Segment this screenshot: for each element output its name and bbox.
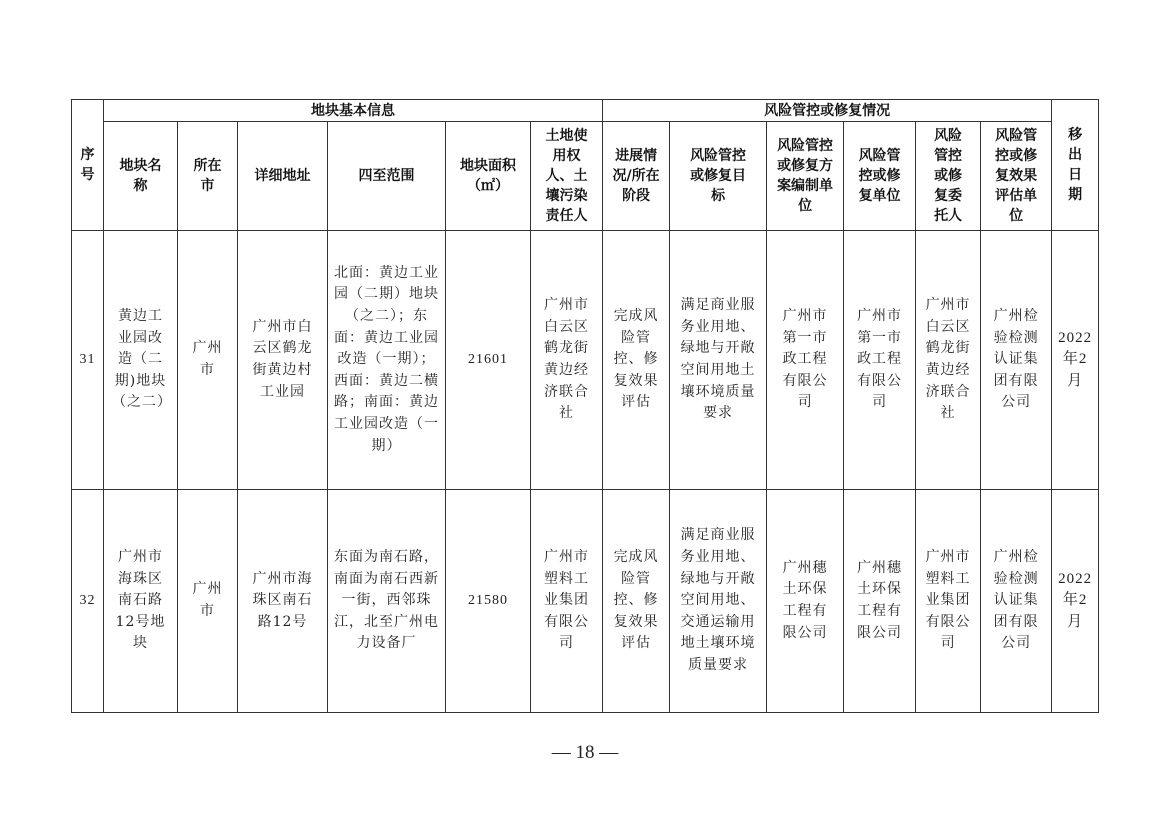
cell-city: 广州市 xyxy=(178,231,238,490)
cell-seq: 31 xyxy=(72,231,104,490)
cell-client: 广州市白云区鹤龙街黄边经济联合社 xyxy=(916,231,981,490)
cell-eval-unit: 广州检验检测认证集团有限公司 xyxy=(981,490,1052,713)
cell-removal-date: 2022年2月 xyxy=(1052,231,1099,490)
table-row xyxy=(72,231,1099,490)
cell-removal-date: 2022年2月 xyxy=(1052,490,1099,713)
cell-eval-unit: 广州检验检测认证集团有限公司 xyxy=(981,231,1052,490)
header-client: 风险管控或修复委托人 xyxy=(916,122,981,231)
cell-exec-unit: 广州穗土环保工程有限公司 xyxy=(844,490,916,713)
cell-area: 21580 xyxy=(446,490,531,713)
header-exec-unit: 风险管控或修复单位 xyxy=(844,122,916,231)
cell-target: 满足商业服务业用地、绿地与开敞空间用地、交通运输用地土壤环境质量要求 xyxy=(670,490,767,713)
header-plot-name: 地块名称 xyxy=(104,122,178,231)
cell-target: 满足商业服务业用地、绿地与开敞空间用地土壤环境质量要求 xyxy=(670,231,767,490)
cell-plot-name: 黄边工业园改造（二期)地块（之二） xyxy=(104,231,178,490)
cell-boundaries: 东面为南石路，南面为南石西新一街，西邻珠江，北至广州电力设备厂 xyxy=(328,490,446,713)
header-address: 详细地址 xyxy=(238,122,328,231)
cell-area: 21601 xyxy=(446,231,531,490)
cell-land-user: 广州市塑料工业集团有限公司 xyxy=(531,490,603,713)
cell-address: 广州市白云区鹤龙街黄边村工业园 xyxy=(238,231,328,490)
group-header-risk-control: 风险管控或修复情况 xyxy=(603,100,1052,122)
cell-land-user: 广州市白云区鹤龙街黄边经济联合社 xyxy=(531,231,603,490)
cell-exec-unit: 广州市第一市政工程有限公司 xyxy=(844,231,916,490)
cell-boundaries: 北面：黄边工业园（二期）地块（之二）；东面：黄边工业园改造（一期）； 西面：黄边二横路；南面：黄边工业园改造（一期） xyxy=(328,231,446,490)
header-target: 风险管控或修复目标 xyxy=(670,122,767,231)
page-number: — 18 — xyxy=(551,742,619,763)
header-land-user: 土地使用权人、土壤污染责任人 xyxy=(531,122,603,231)
cell-progress: 完成风险管控、修复效果评估 xyxy=(603,231,670,490)
header-plan-unit: 风险管控或修复方案编制单位 xyxy=(767,122,844,231)
cell-city: 广州市 xyxy=(178,490,238,713)
header-city: 所在市 xyxy=(178,122,238,231)
group-header-basic-info: 地块基本信息 xyxy=(104,100,603,122)
cell-progress: 完成风险管控、修复效果评估 xyxy=(603,490,670,713)
header-boundaries: 四至范围 xyxy=(328,122,446,231)
group-header-row xyxy=(72,100,1099,122)
header-area: 地块面积（㎡） xyxy=(446,122,531,231)
cell-plot-name: 广州市海珠区南石路12号地块 xyxy=(104,490,178,713)
header-removal-date: 移出日期 xyxy=(1052,100,1099,231)
cell-seq: 32 xyxy=(72,490,104,713)
table-row xyxy=(72,490,1099,713)
column-header-row xyxy=(72,122,1099,231)
cell-plan-unit: 广州市第一市政工程有限公司 xyxy=(767,231,844,490)
header-eval-unit: 风险管控或修复效果评估单位 xyxy=(981,122,1052,231)
cell-plan-unit: 广州穗土环保工程有限公司 xyxy=(767,490,844,713)
cell-client: 广州市塑料工业集团有限公司 xyxy=(916,490,981,713)
land-plot-table xyxy=(71,99,1099,713)
header-progress: 进展情况/所在阶段 xyxy=(603,122,670,231)
header-seq: 序号 xyxy=(72,100,104,231)
cell-address: 广州市海珠区南石路12号 xyxy=(238,490,328,713)
